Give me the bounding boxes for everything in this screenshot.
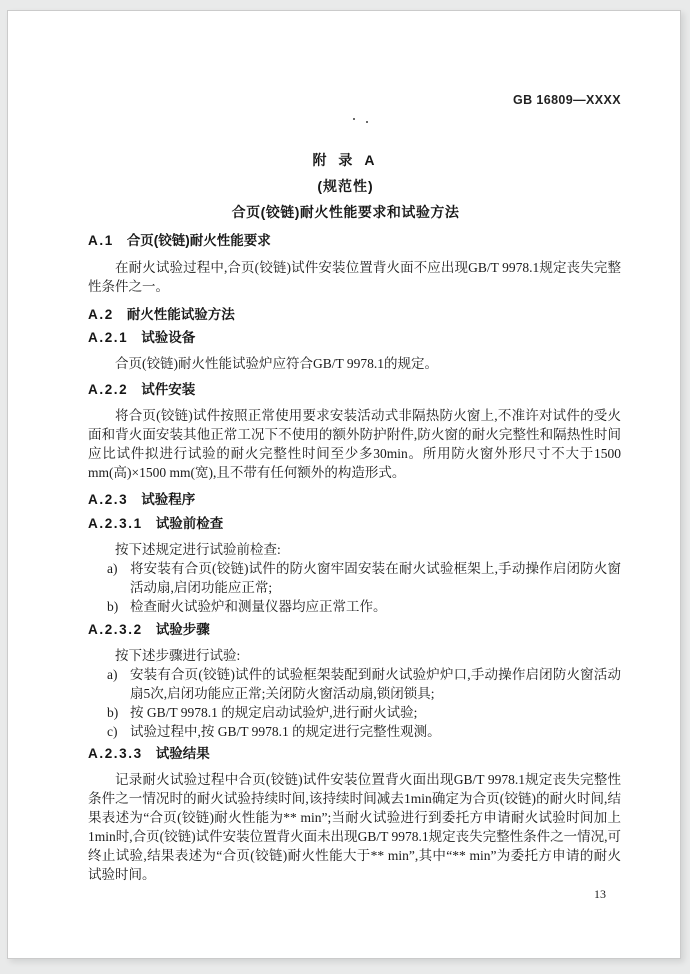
list-marker: b) (107, 705, 119, 720)
test-steps-list (88, 665, 621, 741)
section-a233-heading (88, 746, 621, 761)
section-title: 试验结果 (155, 746, 210, 761)
paragraph-a21: 合页(铰链)耐火性能试验炉应符合GB/T 9978.1的规定。 (115, 356, 438, 371)
section-title: 试验步骤 (155, 622, 210, 637)
section-a232-heading (88, 622, 621, 637)
page-number: 13 (594, 887, 606, 901)
paragraph-a232-intro: 按下述步骤进行试验: (115, 648, 241, 663)
section-number: A.2.2 (88, 382, 129, 397)
paragraph-a1: 在耐火试验过程中,合页(铰链)试件安装位置背火面不应出现GB/T 9978.1规定丧失完整性条件之一。 (88, 260, 621, 294)
paragraph-a22: 将合页(铰链)试件按照正常使用要求安装活动式非隔热防火窗上,不准许对试件的受火面和背火面安装其他正常工况下不使用的额外防护附件,防火窗的耐火完整性和隔热性时间应比试件拟进行试验的耐火完整性时间至少多30min。所用防火窗外形尺寸不大于1500 mm(高)×1500 mm(宽),且不带有任何额外的构造形式。 (88, 408, 621, 480)
list-marker: c) (107, 724, 118, 739)
list-item (88, 665, 621, 703)
paragraph-a233: 记录耐火试验过程中合页(铰链)试件安装位置背火面出现GB/T 9978.1规定丧失完整性条件之一情况时的耐火试验持续时间,该持续时间减去1min确定为合页(铰链)的耐火时间,结果表述为“合页(铰链)耐火性能为** min”;当耐火试验进行到委托方申请耐火试验时间加上1min时,合页(铰链)试件安装位置背火面未出现GB/T 9978.1规定丧失完整性条件之一情况,可终止试验,结果表述为“合页(铰链)耐火性能大于** min”,其中“** min”为委托方申请的耐火试验时间。 (88, 772, 621, 882)
page-content (88, 11, 621, 884)
appendix-normative-tag: (规范性) (317, 178, 374, 194)
section-a21-heading (88, 330, 621, 345)
section-number: A.2.3.1 (88, 516, 143, 531)
section-number: A.1 (88, 233, 114, 248)
section-number: A.2.3.2 (88, 622, 143, 637)
appendix-label: 附 录 A (312, 152, 379, 168)
list-item (88, 703, 621, 722)
list-marker: b) (107, 599, 119, 614)
document-page (7, 10, 681, 959)
section-title: 试验前检查 (155, 516, 224, 531)
section-title: 试验设备 (141, 330, 196, 345)
section-title: 合页(铰链)耐火性能要求 (126, 233, 271, 248)
section-title: 耐火性能试验方法 (126, 307, 235, 322)
list-text: 检查耐火试验炉和测量仪器均应正常工作。 (130, 599, 387, 614)
list-marker: a) (107, 561, 118, 576)
standard-number: GB 16809—XXXX (512, 93, 621, 107)
list-text: 安装有合页(铰链)试件的试验框架装配到耐火试验炉炉口,手动操作启闭防火窗活动扇5次,启闭功能应正常;关闭防火窗活动扇,锁闭锁具; (130, 667, 621, 701)
section-a2-heading (88, 307, 621, 322)
section-number: A.2.1 (88, 330, 129, 345)
list-item (88, 722, 621, 741)
section-a22-heading (88, 382, 621, 397)
section-a23-heading (88, 492, 621, 507)
list-item (88, 597, 621, 616)
section-a231-heading (88, 516, 621, 531)
section-a1-heading (88, 233, 621, 248)
list-text: 试验过程中,按 GB/T 9978.1 的规定进行完整性观测。 (130, 724, 441, 739)
section-title: 试验程序 (141, 492, 196, 507)
list-item (88, 559, 621, 597)
list-marker: a) (107, 667, 118, 682)
section-title: 试件安装 (141, 382, 196, 397)
paragraph-a231-intro: 按下述规定进行试验前检查: (115, 542, 281, 557)
section-number: A.2.3.3 (88, 746, 143, 761)
pre-test-check-list (88, 559, 621, 616)
appendix-title: 合页(铰链)耐火性能要求和试验方法 (231, 204, 460, 220)
section-number: A.2.3 (88, 492, 129, 507)
list-text: 将安装有合页(铰链)试件的防火窗牢固安装在耐火试验框架上,手动操作启闭防火窗活动扇,启闭功能应正常; (130, 561, 621, 595)
list-text: 按 GB/T 9978.1 的规定启动试验炉,进行耐火试验; (130, 705, 418, 720)
section-number: A.2 (88, 307, 114, 322)
